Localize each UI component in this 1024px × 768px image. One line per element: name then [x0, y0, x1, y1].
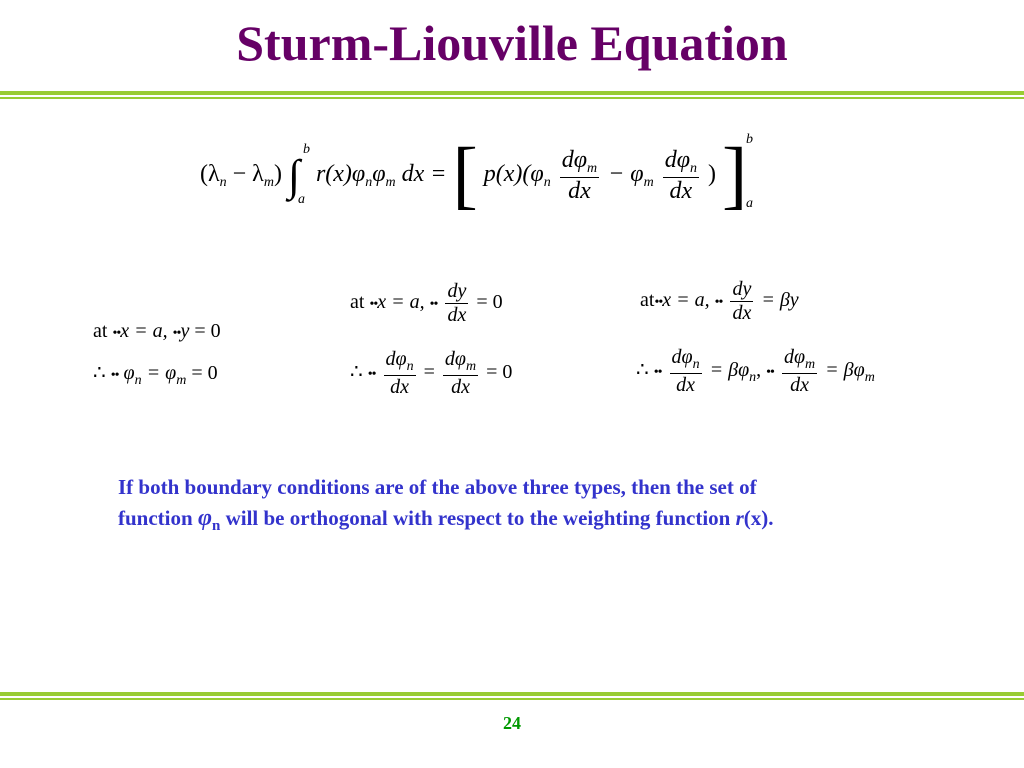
slide-title: Sturm-Liouville Equation [236, 15, 788, 71]
page-number: 24 [503, 713, 521, 733]
integral-upper: b [302, 142, 310, 157]
bracket-open: [ [452, 133, 478, 217]
fraction-dphim-dx: $\frac{d\varphi_m}{dx}$ [561, 146, 598, 204]
bracket-close: ] [721, 133, 748, 217]
phi-symbol: φ [197, 505, 212, 531]
fraction-dphin-dx: $\frac{d\varphi_n}{dx}$ [664, 146, 697, 204]
case1-result: ∴ •• $\varphi_n = \varphi_m = 0$ [93, 362, 218, 388]
case3-result: ∴ •• $\frac{d\varphi_n}{dx}$ = $\beta\varphi_n$, •• $\frac{d\varphi_m}{dx}$ = $\beta\varphi_m$ [636, 346, 875, 396]
case2-condition: at ••x = a, •• $\frac{dy}{dx}$ = 0 [350, 280, 503, 326]
eval-lower: a [745, 196, 753, 211]
case1-condition: at ••x = a, ••y = 0 [93, 320, 221, 342]
top-divider [0, 91, 1024, 99]
main-equation: $(\lambda_n - \lambda_m)$ ∫ b a $r(x)\varphi_n\varphi_m$ dx = [ $p(x)(\varphi_n$ $\frac{d\varphi_m}{dx}$ − $\varphi_m$ $\frac{d\varphi_n}{dx}$ ) ] b a [200, 132, 753, 217]
orthogonality-note [118, 472, 938, 542]
bottom-divider [0, 692, 1024, 700]
integral-sign: ∫ [287, 151, 300, 200]
note-line-1: If both boundary conditions are of the above three types, then the set of [118, 475, 757, 499]
note-line-2: function $\varphi_n$ will be orthogonal with respect to the weighting function r(x). [118, 505, 774, 534]
eval-upper: b [745, 132, 753, 147]
case2-result: ∴ •• $\frac{d\varphi_n}{dx}$ = $\frac{d\varphi_m}{dx}$ = 0 [350, 348, 513, 398]
case3-condition: at••x = a, •• $\frac{dy}{dx}$ = βy [640, 278, 799, 324]
integral-lower: a [297, 192, 305, 207]
